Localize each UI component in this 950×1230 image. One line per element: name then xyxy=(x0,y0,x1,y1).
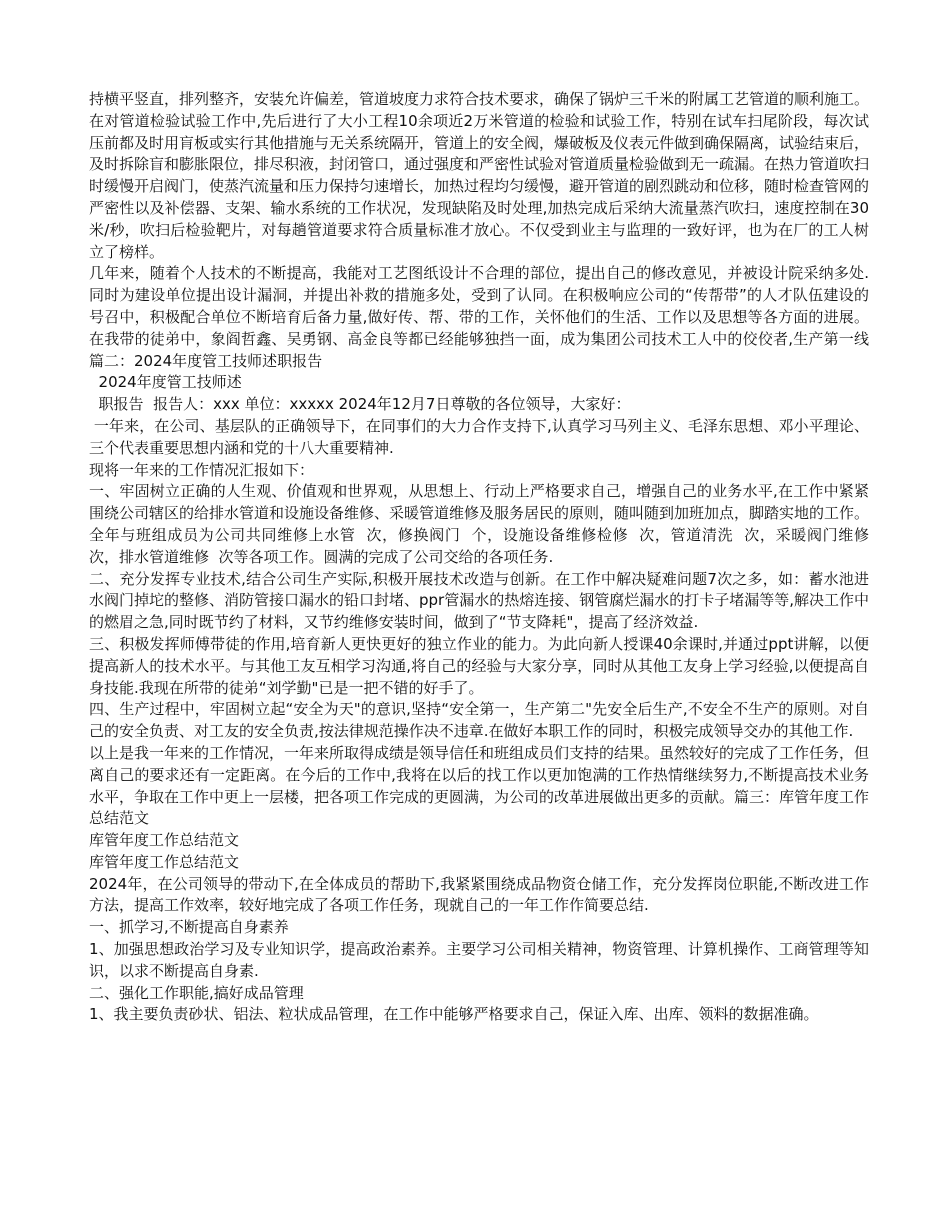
paragraph: 持横平竖直，排列整齐，安装允许偏差，管道坡度力求符合技术要求，确保了锅炉三千米的附属工艺管道的顺利施工。 xyxy=(89,90,870,108)
paragraph: 职报告 报告人：xxx 单位：xxxxx 2024年12月7日尊敬的各位领导，大家好： xyxy=(89,395,631,414)
paragraph: 2024年度管工技师述 xyxy=(89,373,242,392)
paragraph: 1、加强思想政治学习及专业知识学，提高政治素养。主要学习公司相关精神，物资管理、计算机操作、工商管理等知识，以求不断提高自身素. xyxy=(89,940,869,980)
paragraph: 四、生产过程中，牢固树立起“安全为天"的意识,坚持“安全第一，生产第二"先安全后生产,不安全不生产的原则。对自己的安全负责、对工友的安全负责,按法律规范操作决不违章.在做好本职工作的同时，积极完成领导交办的其他工作. xyxy=(89,700,869,741)
paragraph: 1、我主要负责砂状、铝法、粒状成品管理，在工作中能够严格要求自己，保证入库、出库、领料的数据准确。 xyxy=(89,1005,819,1024)
paragraph: 现将一年来的工作情况汇报如下： xyxy=(89,460,315,479)
paragraph: 以上是我一年来的工作情况，一年来所取得成绩是领导信任和班组成员们支持的结果。虽然较好的完成了工作任务，但离自己的要求还有一定距离。在今后的工作中,我将在以后的找工作以更加饱满的工作热情继续努力,不断提高技术业务水平，争取在工作中更上一层楼，把各项工作完成的更圆满，为公司的改革进展做出更多的贡献。篇三：库管年度工作总结范文 xyxy=(89,743,870,828)
paragraph: 三、积极发挥师傅带徒的作用,培育新人更快更好的独立作业的能力。为此向新人授课40余课时,并通过ppt讲解，以便提高新人的技术水平。与其他工友互相学习沟通,将自己的经验与大家分享，同时从其他工友身上学习经验,以便提高自身技能.我现在所带的徒弟“刘学勤"已是一把不错的好手了。 xyxy=(89,634,869,697)
paragraph: 一年来，在公司、基层队的正确领导下，在同事们的大力合作支持下,认真学习马列主义、毛泽东思想、邓小平理论、三个代表重要思想内涵和党的十八大重要精神. xyxy=(89,416,869,457)
section-title: 库管年度工作总结范文 xyxy=(89,831,240,850)
section-title: 库管年度工作总结范文 xyxy=(89,852,240,871)
document-body xyxy=(89,89,879,1026)
heading: 二、强化工作职能,搞好成品管理 xyxy=(89,983,304,1002)
paragraph: 一、牢固树立正确的人生观、价值观和世界观，从思想上、行动上严格要求自己，增强自己的业务水平,在工作中紧紧围绕公司辖区的给排水管道和设施设备维修、采暖管道维修及服务居民的原则，随叫随到加班加点，脚踏实地的工作。全年与班组成员为公司共同维修上水管 次，修换阀门 个，设施设备维修检修 次，管道清洗 次，采暖阀门维修 次，排水管道维修 次等各项工作。圆满的完成了公司交给的各项任务. xyxy=(89,482,879,566)
heading: 一、抓学习,不断提高自身素养 xyxy=(89,918,289,937)
paragraph: 在对管道检验试验工作中,先后进行了大小工程10余项近2万米管道的检验和试验工作，特别在试车扫尾阶段，每次试压前都及时用肓板或实行其他措施与无关系统隔开，管道上的安全阀，爆破板及仪表元件做到确保隔离，试验结束后，及时拆除盲和膨胀限位，排尽积液，封闭管口，通过强度和严密性试验对管道质量检验做到无一疏漏。在热力管道吹扫时缓慢开启阀门，使蒸汽流量和压力保持匀速增长，加热过程均匀缓慢，避开管道的剧烈跳动和位移，随时检查管网的严密性以及补偿器、支架、输水系统的工作状况，发现缺陷及时处理,加热完成后采纳大流量蒸汽吹扫，速度控制在30米/秒，吹扫后检验靶片，对每趟管道要求符合质量标准才放心。不仅受到业主与监理的一致好评，也为在厂的工人树立了榜样。 xyxy=(89,111,870,261)
paragraph: 二、充分发挥专业技术,结合公司生产实际,积极开展技术改造与创新。在工作中解决疑难问题7次之多，如：蓄水池进水阀门掉坨的整修、消防管接口漏水的铅口封堵、ppr管漏水的热熔连接、钢管腐烂漏水的打卡子堵漏等等,解决工作中的燃眉之急,同时既节约了材料，又节约维修安装时间，做到了“节支降耗"，提高了经济效益. xyxy=(89,569,869,632)
paragraph: 几年来，随着个人技术的不断提高，我能对工艺图纸设计不合理的部位，提出自己的修改意见，并被设计院采纳多处.同时为建设单位提出设计漏洞，并提出补救的措施多处，受到了认同。在积极响应公司的“传帮带”的人才队伍建设的号召中，积极配合单位不断培育后备力量,做好传、帮、带的工作，关怀他们的生活、工作以及思想等各方面的进展。在我带的徒弟中，象阎哲鑫、吴勇钢、高金良等都已经能够独挡一面，成为集团公司技术工人中的佼佼者,生产第一线篇二：2024年度管工技师述职报告 xyxy=(89,264,869,370)
paragraph: 2024年，在公司领导的带动下,在全体成员的帮助下,我紧紧围绕成品物资仓储工作，充分发挥岗位职能,不断改进工作方法，提高工作效率，较好地完成了各项工作任务，现就自己的一年工作作简要总结. xyxy=(89,874,869,915)
